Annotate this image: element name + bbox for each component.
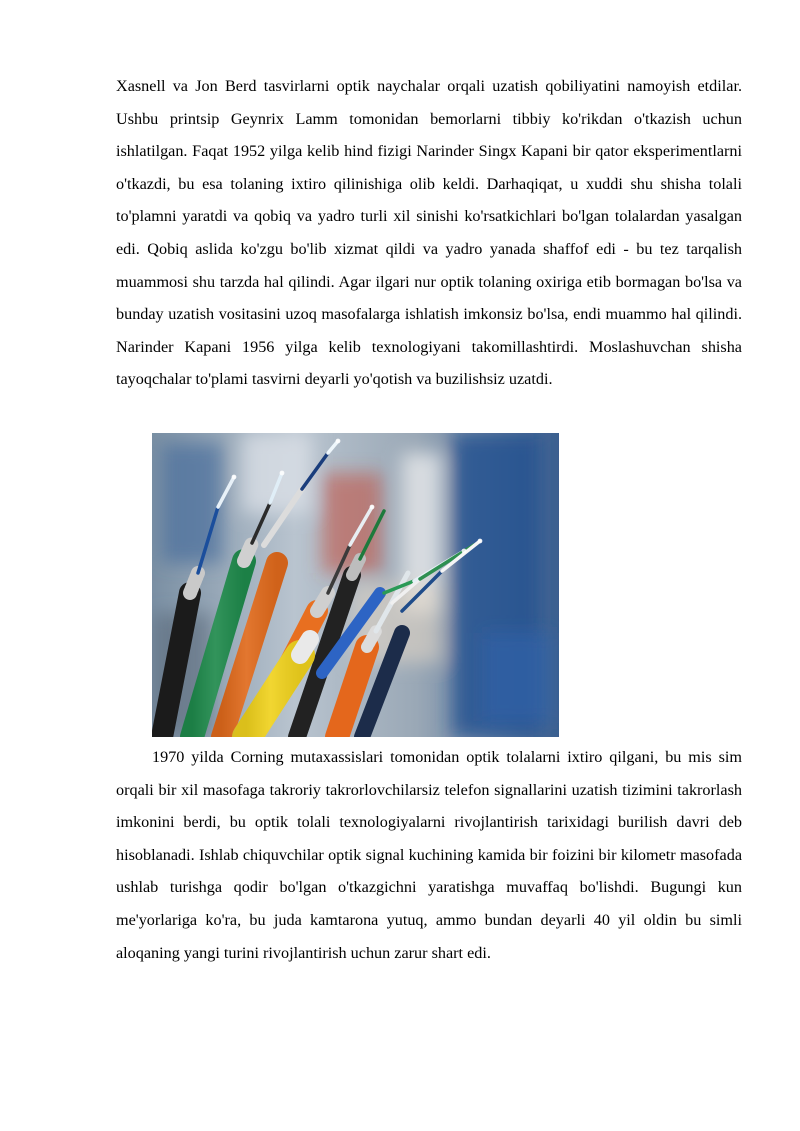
fiber-optic-cables-photo [152, 433, 559, 737]
fiber-optic-cables-image [152, 433, 559, 737]
paragraph-corning-1970: 1970 yilda Corning mutaxassislari tomonidan optik tolalarni ixtiro qilgani, bu mis sim orqali bir xil masofaga takroriy takrorlovchilarsiz telefon signallarini uzatish tizimini takrorlash imkonini berdi, bu optik tolali texnologiyalarni rivojlantirish tarixidagi burilish davri deb hisoblanadi. Ishlab chiquvchilar optik signal kuchining kamida bir foizini bir kilometr masofada ushlab turishga qodir bo'lgan o'tkazgichni yaratishga muvaffaq bo'lishdi. Bugungi kun me'yorlariga ko'ra, bu juda kamtarona yutuq, ammo bundan deyarli 40 yil oldin bu simli aloqaning yangi turini rivojlantirish uchun zarur shart edi. [116, 748, 742, 962]
paragraph-history-kapani: Xasnell va Jon Berd tasvirlarni optik naychalar orqali uzatish qobiliyatini namoyish etdilar. Ushbu printsip Geynrix Lamm tomonidan bemorlarni tibbiy ko'rikdan o'tkazish uchun ishlatilgan. Faqat 1952 yilga kelib hind fizigi Narinder Singx Kapani bir qator eksperimentlarni o'tkazdi, bu esa tolaning ixtiro qilinishiga olib keldi. Darhaqiqat, u xuddi shu shisha tolali to'plamni yaratdi va qobiq va yadro turli xil sinishi ko'rsatkichlari bo'lgan tolalardan yasalgan edi. Qobiq aslida ko'zgu bo'lib xizmat qildi va yadro yanada shaffof edi - bu tez tarqalish muammosi shu tarzda hal qilindi. Agar ilgari nur optik tolaning oxiriga etib bormagan bo'lsa va bunday uzatish vositasini uzoq masofalarga ishlatish imkonsiz bo'lsa, endi muammo hal qilindi. Narinder Kapani 1956 yilga kelib texnologiyani takomillashtirdi. Moslashuvchan shisha tayoqchalar to'plami tasvirni deyarli yo'qotish va buzilishsiz uzatdi. [116, 77, 742, 389]
